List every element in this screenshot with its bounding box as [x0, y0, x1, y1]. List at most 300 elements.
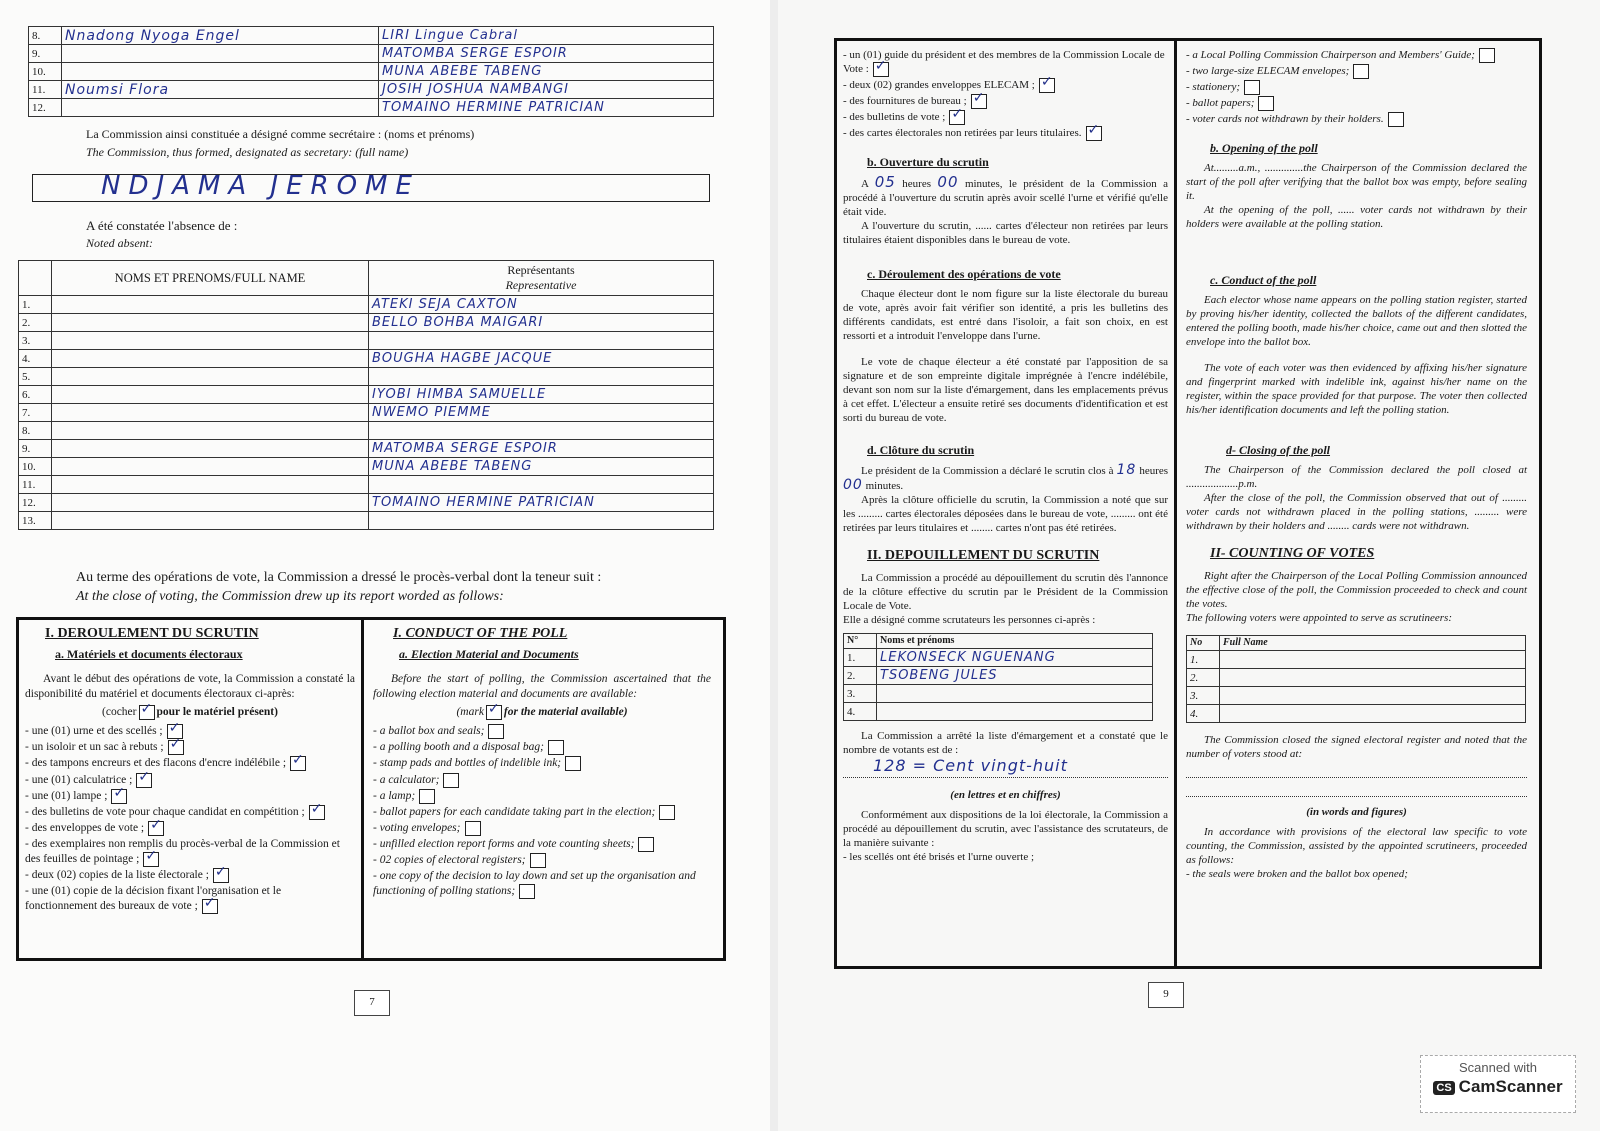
absent-row [19, 368, 714, 386]
conduct-title-fr: c. Déroulement des opérations de vote [867, 267, 1061, 281]
scrutineer-name [1220, 705, 1526, 723]
absent-row [19, 440, 714, 458]
col-full-name: NOMS ET PRENOMS/FULL NAME [52, 261, 369, 296]
row-number: 3. [844, 685, 877, 703]
absent-row [19, 386, 714, 404]
report-en [1180, 41, 1533, 966]
material-checkbox[interactable] [443, 773, 459, 788]
row-number: 9. [19, 440, 52, 458]
material-item-label: - voting envelopes; [373, 822, 461, 835]
absent-representative [369, 386, 714, 404]
counting-text1-fr: La Commission a procédé au dépouillement du scrutin dès l'annonce de la clôture effective du scrutin par le Président de la Commission Locale de Vote. [843, 572, 1168, 612]
closing-text1-fr [843, 463, 1168, 493]
member-row [29, 63, 714, 81]
absent-name [52, 476, 369, 494]
member-name-value: Nnadong Nyoga Engel [65, 27, 240, 44]
closing-b-fr: heures [1139, 465, 1169, 477]
absent-representative-value: IYOBI HIMBA SAMUELLE [372, 387, 547, 402]
absent-representative-value: BELLO BOHBA MAIGARI [372, 315, 544, 330]
material-item-label: - deux (02) copies de la liste électorale ; [25, 869, 209, 882]
material-checkbox[interactable] [1244, 80, 1260, 95]
material-item-label: - voter cards not withdrawn by their holders. [1186, 113, 1384, 126]
closing-c-fr: minutes. [865, 480, 904, 492]
section-i-title-fr: I. DEROULEMENT DU SCRUTIN [45, 626, 259, 641]
row-number: 12. [29, 99, 62, 117]
material-checkbox[interactable] [659, 805, 675, 820]
absent-name [52, 494, 369, 512]
material-item-label: - une (01) copie de la décision fixant l'organisation et le fonctionnement des bureaux de vote ; [25, 885, 282, 913]
col-representative [369, 261, 714, 296]
secretary-label-en: The Commission, thus formed, designated as secretary: (full name) [86, 145, 409, 159]
scrutineer-row [1187, 687, 1526, 705]
absent-name [52, 314, 369, 332]
closing-text2-en: After the close of the poll, the Commission observed that out of ......... voter cards not withdrawn placed in the polling stations, ......... were withdrawn by their holders and ........ cards were not withdrawn. [1186, 492, 1527, 532]
col-rep-fr: Représentants [507, 263, 575, 277]
en-top-items [1186, 48, 1527, 127]
mark-pre-fr: (cocher [102, 706, 137, 719]
conduct-title-en: c. Conduct of the poll [1210, 273, 1317, 287]
material-checkbox[interactable] [309, 805, 325, 820]
mark-post-fr: pour le matériel présent) [156, 706, 278, 719]
material-item-label: - ballot papers for each candidate taking part in the election; [373, 805, 656, 818]
material-item-label: - a Local Polling Commission Chairperson and Members' Guide; [1186, 49, 1475, 62]
scrutineer-name [1220, 651, 1526, 669]
member-representative-value: JOSIH JOSHUA NAMBANGI [382, 82, 569, 97]
absent-representative [369, 458, 714, 476]
opening-text2-en: At the opening of the poll, ...... voter cards not withdrawn by their holders were available at the polling station. [1186, 204, 1527, 230]
mark-post-en: for the material available) [503, 706, 628, 719]
watermark-brand: CamScanner [1458, 1077, 1563, 1096]
report-panel [834, 38, 1542, 969]
opening-text-fr [843, 175, 1168, 219]
material-item-label: - a lamp; [373, 789, 416, 802]
member-representative [379, 63, 714, 81]
secretary-box [32, 171, 710, 202]
material-checkbox[interactable] [565, 756, 581, 771]
absent-name [52, 440, 369, 458]
scrutineer-row [844, 685, 1153, 703]
sample-checkbox-en [486, 705, 502, 720]
closing-text-en: At the close of voting, the Commission drew up its report worded as follows: [76, 589, 504, 604]
words-figures-fr: (en lettres et en chiffres) [950, 789, 1061, 801]
row-number: 2. [19, 314, 52, 332]
scrutineer-name [877, 703, 1153, 721]
material-checkbox[interactable] [168, 740, 184, 755]
scrutineer-name [1220, 669, 1526, 687]
row-number: 3. [19, 332, 52, 350]
material-item [1186, 80, 1527, 95]
material-item [25, 740, 355, 755]
material-item [373, 789, 711, 804]
material-item-label: - un isoloir et un sac à rebuts ; [25, 741, 164, 754]
material-checkbox[interactable] [213, 868, 229, 883]
secretary-name: NDJAMA JEROME [101, 171, 420, 201]
absent-name [52, 332, 369, 350]
member-representative [379, 27, 714, 45]
absent-row [19, 494, 714, 512]
material-item [25, 821, 355, 836]
closing-hours: 18 [1116, 462, 1137, 478]
material-item [25, 773, 355, 788]
absent-representative-value: NWEMO PIEMME [372, 405, 491, 420]
absent-row [19, 350, 714, 368]
scrutineer-name [1220, 687, 1526, 705]
material-checkbox[interactable] [1479, 48, 1495, 63]
material-item [843, 48, 1168, 77]
member-representative-value: MUNA ABEBE TABENG [382, 64, 543, 79]
row-number: 12. [19, 494, 52, 512]
row-number: 4. [19, 350, 52, 368]
material-item [25, 805, 355, 820]
row-number: 8. [29, 27, 62, 45]
absent-row [19, 296, 714, 314]
absent-representative-value: MUNA ABEBE TABENG [372, 459, 533, 474]
material-item-label: - des cartes électorales non retirées par leurs titulaires. [843, 127, 1082, 140]
absent-row [19, 458, 714, 476]
watermark-line2 [1421, 1077, 1575, 1097]
material-item-label: - des bulletins de vote pour chaque candidat en compétition ; [25, 805, 305, 818]
material-item-label: - ballot papers; [1186, 97, 1255, 110]
row-number: 11. [29, 81, 62, 99]
material-list-en [373, 724, 711, 899]
member-name [62, 27, 379, 45]
absent-row [19, 404, 714, 422]
left-page [0, 0, 770, 1131]
opening-b-fr: heures [902, 178, 931, 190]
row-number: 1. [19, 296, 52, 314]
absent-representative-value: BOUGHA HAGBE JACQUE [372, 351, 553, 366]
material-item [25, 884, 355, 914]
members-table-top [28, 26, 714, 117]
absent-representative [369, 476, 714, 494]
absent-representative [369, 422, 714, 440]
absent-name [52, 386, 369, 404]
closing-text1-en: The Chairperson of the Commission declared the poll closed at ...................p.m. [1186, 464, 1527, 490]
absent-representative [369, 350, 714, 368]
member-row [29, 81, 714, 99]
material-item [1186, 64, 1527, 79]
absent-row [19, 422, 714, 440]
page-number-left: 7 [354, 990, 390, 1016]
absent-representative [369, 494, 714, 512]
material-item [25, 837, 355, 867]
row-number: 2. [1187, 669, 1220, 687]
camscanner-watermark [1420, 1055, 1576, 1113]
material-item-label: - des fournitures de bureau ; [843, 95, 967, 108]
row-number: 4. [844, 703, 877, 721]
material-checkbox[interactable] [971, 94, 987, 109]
row-number: 13. [19, 512, 52, 530]
material-checkbox[interactable] [488, 724, 504, 739]
absent-representative-value: ATEKI SEJA CAXTON [372, 297, 518, 312]
words-figures-en: (in words and figures) [1306, 806, 1407, 818]
member-representative-value: LIRI Lingue Cabral [382, 28, 519, 43]
voters-text-fr: La Commission a arrêté la liste d'émargement et a constaté que le nombre de votants est de : [843, 730, 1168, 756]
opening-a-fr: A [861, 178, 869, 190]
material-item [1186, 48, 1527, 63]
absent-name [52, 368, 369, 386]
material-item-label: - 02 copies of electoral registers; [373, 854, 526, 867]
section-a-title-fr: a. Matériels et documents électoraux [55, 647, 243, 661]
material-item-label: - a calculator; [373, 773, 440, 786]
material-checkbox[interactable] [1086, 126, 1102, 141]
absent-representative [369, 368, 714, 386]
counting-text2-en: The following voters were appointed to serve as scrutineers: [1186, 612, 1453, 624]
member-name [62, 45, 379, 63]
material-item-label: - une (01) lampe ; [25, 789, 108, 802]
member-name [62, 63, 379, 81]
member-name [62, 99, 379, 117]
member-representative-value: TOMAINO HERMINE PATRICIAN [382, 100, 605, 115]
scrutineer-row [1187, 705, 1526, 723]
material-item [373, 869, 711, 899]
material-item-label: - unfilled election report forms and vote counting sheets; [373, 838, 635, 851]
scrut-col-name-fr: Noms et prénoms [877, 634, 1153, 649]
material-list-fr [25, 724, 355, 914]
material-checkbox[interactable] [1039, 78, 1055, 93]
opening-text1-en: At.........a.m., ..............the Chairperson of the Commission declared the start of the poll after verifying that the ballot box was empty, before sealing it. [1186, 162, 1527, 202]
material-item-label: - a ballot box and seals; [373, 725, 485, 738]
section-i-title-en: I. CONDUCT OF THE POLL [393, 626, 568, 641]
fr-top-items [843, 48, 1168, 141]
material-checkbox[interactable] [465, 821, 481, 836]
mark-pre-en: (mark [456, 706, 484, 719]
absent-name [52, 296, 369, 314]
closing-minutes: 00 [843, 477, 863, 493]
scrut-col-name-en: Full Name [1220, 636, 1526, 651]
scrutineers-table-fr [843, 633, 1153, 721]
row-number: 8. [19, 422, 52, 440]
voters-line-en-1 [1186, 763, 1527, 778]
material-checkbox[interactable] [1388, 112, 1404, 127]
material-checkbox[interactable] [290, 756, 306, 771]
material-checkbox[interactable] [1258, 96, 1274, 111]
absent-name [52, 350, 369, 368]
page-number-right: 9 [1148, 982, 1184, 1008]
opening-c-fr: minutes, le président de la Commission a procédé à l'ouverture du scrutin après avoir scellé l'urne et vérifié qu'elle était vide. [843, 178, 1169, 218]
material-item [843, 110, 1168, 125]
absent-representative [369, 314, 714, 332]
member-row [29, 45, 714, 63]
material-item-label: - des exemplaires non remplis du procès-verbal de la Commission et des feuilles de pointage ; [25, 838, 340, 866]
absent-name [52, 458, 369, 476]
row-number: 9. [29, 45, 62, 63]
absent-name [52, 404, 369, 422]
material-checkbox[interactable] [111, 789, 127, 804]
conduct-text2-en: The vote of each voter was then evidenced by affixing his/her signature and fingerprint marked with indelible ink, against his/her name on the register, within the space provided for that purpose. The voter then collected his/her identification documents and left the polling station. [1186, 362, 1527, 416]
scrut-col-no-en: No [1187, 636, 1220, 651]
row-number: 4. [1187, 705, 1220, 723]
material-item-label: - deux (02) grandes enveloppes ELECAM ; [843, 79, 1035, 92]
scrutineer-name [877, 685, 1153, 703]
material-item-label: - a polling booth and a disposal bag; [373, 741, 544, 754]
scrutineer-name [877, 667, 1153, 685]
material-item [1186, 112, 1527, 127]
material-item [373, 773, 711, 788]
member-representative [379, 99, 714, 117]
material-checkbox[interactable] [548, 740, 564, 755]
absent-name [52, 422, 369, 440]
mark-instruction-fr [25, 705, 355, 720]
row-number: 10. [29, 63, 62, 81]
absent-representative-value: MATOMBA SERGE ESPOIR [372, 441, 558, 456]
member-name [62, 81, 379, 99]
material-item [843, 94, 1168, 109]
absent-representative [369, 332, 714, 350]
row-number: 7. [19, 404, 52, 422]
absence-label-fr: A été constatée l'absence de : [86, 218, 238, 233]
closing-title-en: d- Closing of the poll [1226, 443, 1331, 457]
material-checkbox[interactable] [1353, 64, 1369, 79]
counting-text2-fr: Elle a désigné comme scrutateurs les personnes ci-après : [843, 614, 1096, 626]
closing-text-fr: Au terme des opérations de vote, la Commission a dressé le procès-verbal dont la teneur suit : [76, 570, 602, 585]
scrutineer-row [844, 667, 1153, 685]
member-representative-value: MATOMBA SERGE ESPOIR [382, 46, 568, 61]
voters-line [843, 756, 1168, 778]
counting-title-fr: II. DEPOUILLEMENT DU SCRUTIN [867, 548, 1100, 563]
material-checkbox[interactable] [949, 110, 965, 125]
row-number: 5. [19, 368, 52, 386]
right-page [778, 0, 1600, 1131]
intro-en: Before the start of polling, the Commission ascertained that the following election material and documents are available: [373, 673, 711, 700]
absence-label-en: Noted absent: [86, 236, 153, 250]
scrutineer-name-value: LEKONSECK NGUENANG [880, 649, 1056, 665]
material-item-label: - one copy of the decision to lay down and set up the organisation and functioning of polling stations; [373, 870, 696, 898]
material-item-label: - des tampons encreurs et des flacons d'encre indélébile ; [25, 757, 287, 770]
material-item-label: - des enveloppes de vote ; [25, 822, 145, 835]
watermark-line1: Scanned with [1458, 1060, 1538, 1075]
absent-representative-value: TOMAINO HERMINE PATRICIAN [372, 495, 595, 510]
col-rep-en: Representative [505, 278, 577, 292]
material-checkbox[interactable] [519, 884, 535, 899]
material-item-label: - une (01) calculatrice ; [25, 773, 133, 786]
closing-a-fr: Le président de la Commission a déclaré le scrutin clos à [861, 465, 1114, 477]
material-item [373, 724, 711, 739]
seals-fr: - les scellés ont été brisés et l'urne ouverte ; [843, 851, 1035, 863]
scrutineer-row [1187, 669, 1526, 687]
absent-row [19, 314, 714, 332]
conduct-text1-en: Each elector whose name appears on the polling station register, started by proving his/her identity, collected the ballots of the different candidates, entered the polling booth, made his/her choice, came out and then slotted the envelope into the ballot box. [1186, 294, 1527, 348]
material-item-label: - un (01) guide du président et des membres de la Commission Locale de Vote : [843, 49, 1165, 76]
opening-hours: 05 [874, 173, 896, 191]
sample-checkbox-fr [139, 705, 155, 720]
material-item [373, 821, 711, 836]
material-item [25, 724, 355, 739]
material-checkbox[interactable] [143, 852, 159, 867]
opening-text2-fr: A l'ouverture du scrutin, ...... cartes d'électeur non retirées par leurs titulaires étaient disponibles dans le bureau de vote. [843, 220, 1168, 246]
absent-representative [369, 512, 714, 530]
seals-en: - the seals were broken and the ballot box opened; [1186, 868, 1408, 880]
absent-representative [369, 404, 714, 422]
section-a-title-en: a. Election Material and Documents [399, 647, 579, 661]
counting-title-en: II- COUNTING OF VOTES [1210, 546, 1375, 561]
absent-row [19, 476, 714, 494]
report-fr [837, 41, 1177, 966]
voters-count-handwritten: 128 = Cent vingt-huit [873, 756, 1068, 775]
closing-text2-fr: Après la clôture officielle du scrutin, la Commission a noté que sur les ......... cartes électorales déposées dans le bureau de vote, ......... ont été retirées par leurs titulaires et ........ cartes n'ont pas été retirées. [843, 494, 1168, 534]
row-number: 1. [844, 649, 877, 667]
conduct-text1-fr: Chaque électeur dont le nom figure sur la liste électorale du bureau de vote, après avoir fait vérifier son identité, a pris les bulletins des différents candidats, est entré dans l'isoloir, a fait son choix, en est ressorti et a introduit l'enveloppe dans l'urne. [843, 288, 1168, 342]
absent-name [52, 512, 369, 530]
scrutineer-row [844, 703, 1153, 721]
material-item [373, 853, 711, 868]
member-row [29, 27, 714, 45]
law-text-en: In accordance with provisions of the electoral law specific to vote counting, the Commission, assisted by the appointed scrutineers, proceeded as follows: [1186, 826, 1527, 866]
material-item-label: - stamp pads and bottles of indelible ink; [373, 757, 562, 770]
scrutineer-row [844, 649, 1153, 667]
opening-minutes: 00 [937, 173, 959, 191]
law-text-fr: Conformément aux dispositions de la loi électorale, la Commission a procédé au dépouillement du scrutin, avec l'assistance des scrutateurs, de la manière suivante : [843, 809, 1168, 849]
row-number: 10. [19, 458, 52, 476]
material-checkbox[interactable] [419, 789, 435, 804]
material-item [25, 756, 355, 771]
opening-title-en: b. Opening of the poll [1210, 141, 1318, 155]
material-item [373, 756, 711, 771]
material-item [25, 789, 355, 804]
material-checkbox[interactable] [638, 837, 654, 852]
member-name-value: Noumsi Flora [65, 81, 170, 98]
member-representative [379, 45, 714, 63]
row-number: 3. [1187, 687, 1220, 705]
conduct-text2-fr: Le vote de chaque électeur a été constaté par l'apposition de sa signature et de son empreinte digitale imprégnée à l'encre indélébile, devant son nom sur la liste d'émargement, dans les emplacements prévus à cet effet. L'électeur a ensuite retiré ses documents d'identification et est sorti du bureau de vote. [843, 356, 1168, 424]
voters-line-en-2 [1186, 782, 1527, 797]
material-checkbox[interactable] [530, 853, 546, 868]
scrut-col-no-fr: N° [844, 634, 877, 649]
member-row [29, 99, 714, 117]
material-item-label: - two large-size ELECAM envelopes; [1186, 65, 1350, 78]
material-item [373, 740, 711, 755]
member-representative [379, 81, 714, 99]
row-number: 1. [1187, 651, 1220, 669]
material-item [843, 126, 1168, 141]
row-number: 6. [19, 386, 52, 404]
counting-text1-en: Right after the Chairperson of the Local Polling Commission announced the effective close of the poll, the Commission proceeded to check and count the votes. [1186, 570, 1527, 610]
material-item [373, 805, 711, 820]
scrutineers-table-en [1186, 635, 1526, 723]
opening-title-fr: b. Ouverture du scrutin [867, 155, 989, 169]
scrutineer-name-value: TSOBENG JULES [880, 667, 998, 683]
intro-fr: Avant le début des opérations de vote, la Commission a constaté la disponibilité du matériel et documents électoraux ci-après: [25, 673, 355, 700]
absent-row [19, 512, 714, 530]
mark-instruction-en [373, 705, 711, 720]
material-item-label: - stationery; [1186, 81, 1241, 94]
voters-text-en: The Commission closed the signed electoral register and noted that the number of voters stood at: [1186, 734, 1527, 760]
absent-table [18, 260, 714, 530]
absent-row [19, 332, 714, 350]
row-number: 11. [19, 476, 52, 494]
section-i-fr [19, 620, 364, 958]
scrutineer-name [877, 649, 1153, 667]
material-item-label: - des bulletins de vote ; [843, 111, 946, 124]
material-item [25, 868, 355, 883]
closing-title-fr: d. Clôture du scrutin [867, 443, 975, 457]
secretary-label-fr: La Commission ainsi constituée a désigné comme secrétaire : (noms et prénoms) [86, 127, 475, 141]
material-item-label: - une (01) urne et des scellés ; [25, 725, 163, 738]
section-i-en [367, 620, 717, 958]
camscanner-logo-icon: CS [1433, 1081, 1454, 1095]
scrutineer-row [1187, 651, 1526, 669]
material-checkbox[interactable] [136, 773, 152, 788]
material-checkbox[interactable] [873, 62, 889, 77]
material-checkbox[interactable] [202, 899, 218, 914]
absent-representative [369, 296, 714, 314]
row-number: 2. [844, 667, 877, 685]
material-item [1186, 96, 1527, 111]
absent-representative [369, 440, 714, 458]
material-item [843, 78, 1168, 93]
section-i-panel [16, 617, 726, 961]
material-checkbox[interactable] [148, 821, 164, 836]
